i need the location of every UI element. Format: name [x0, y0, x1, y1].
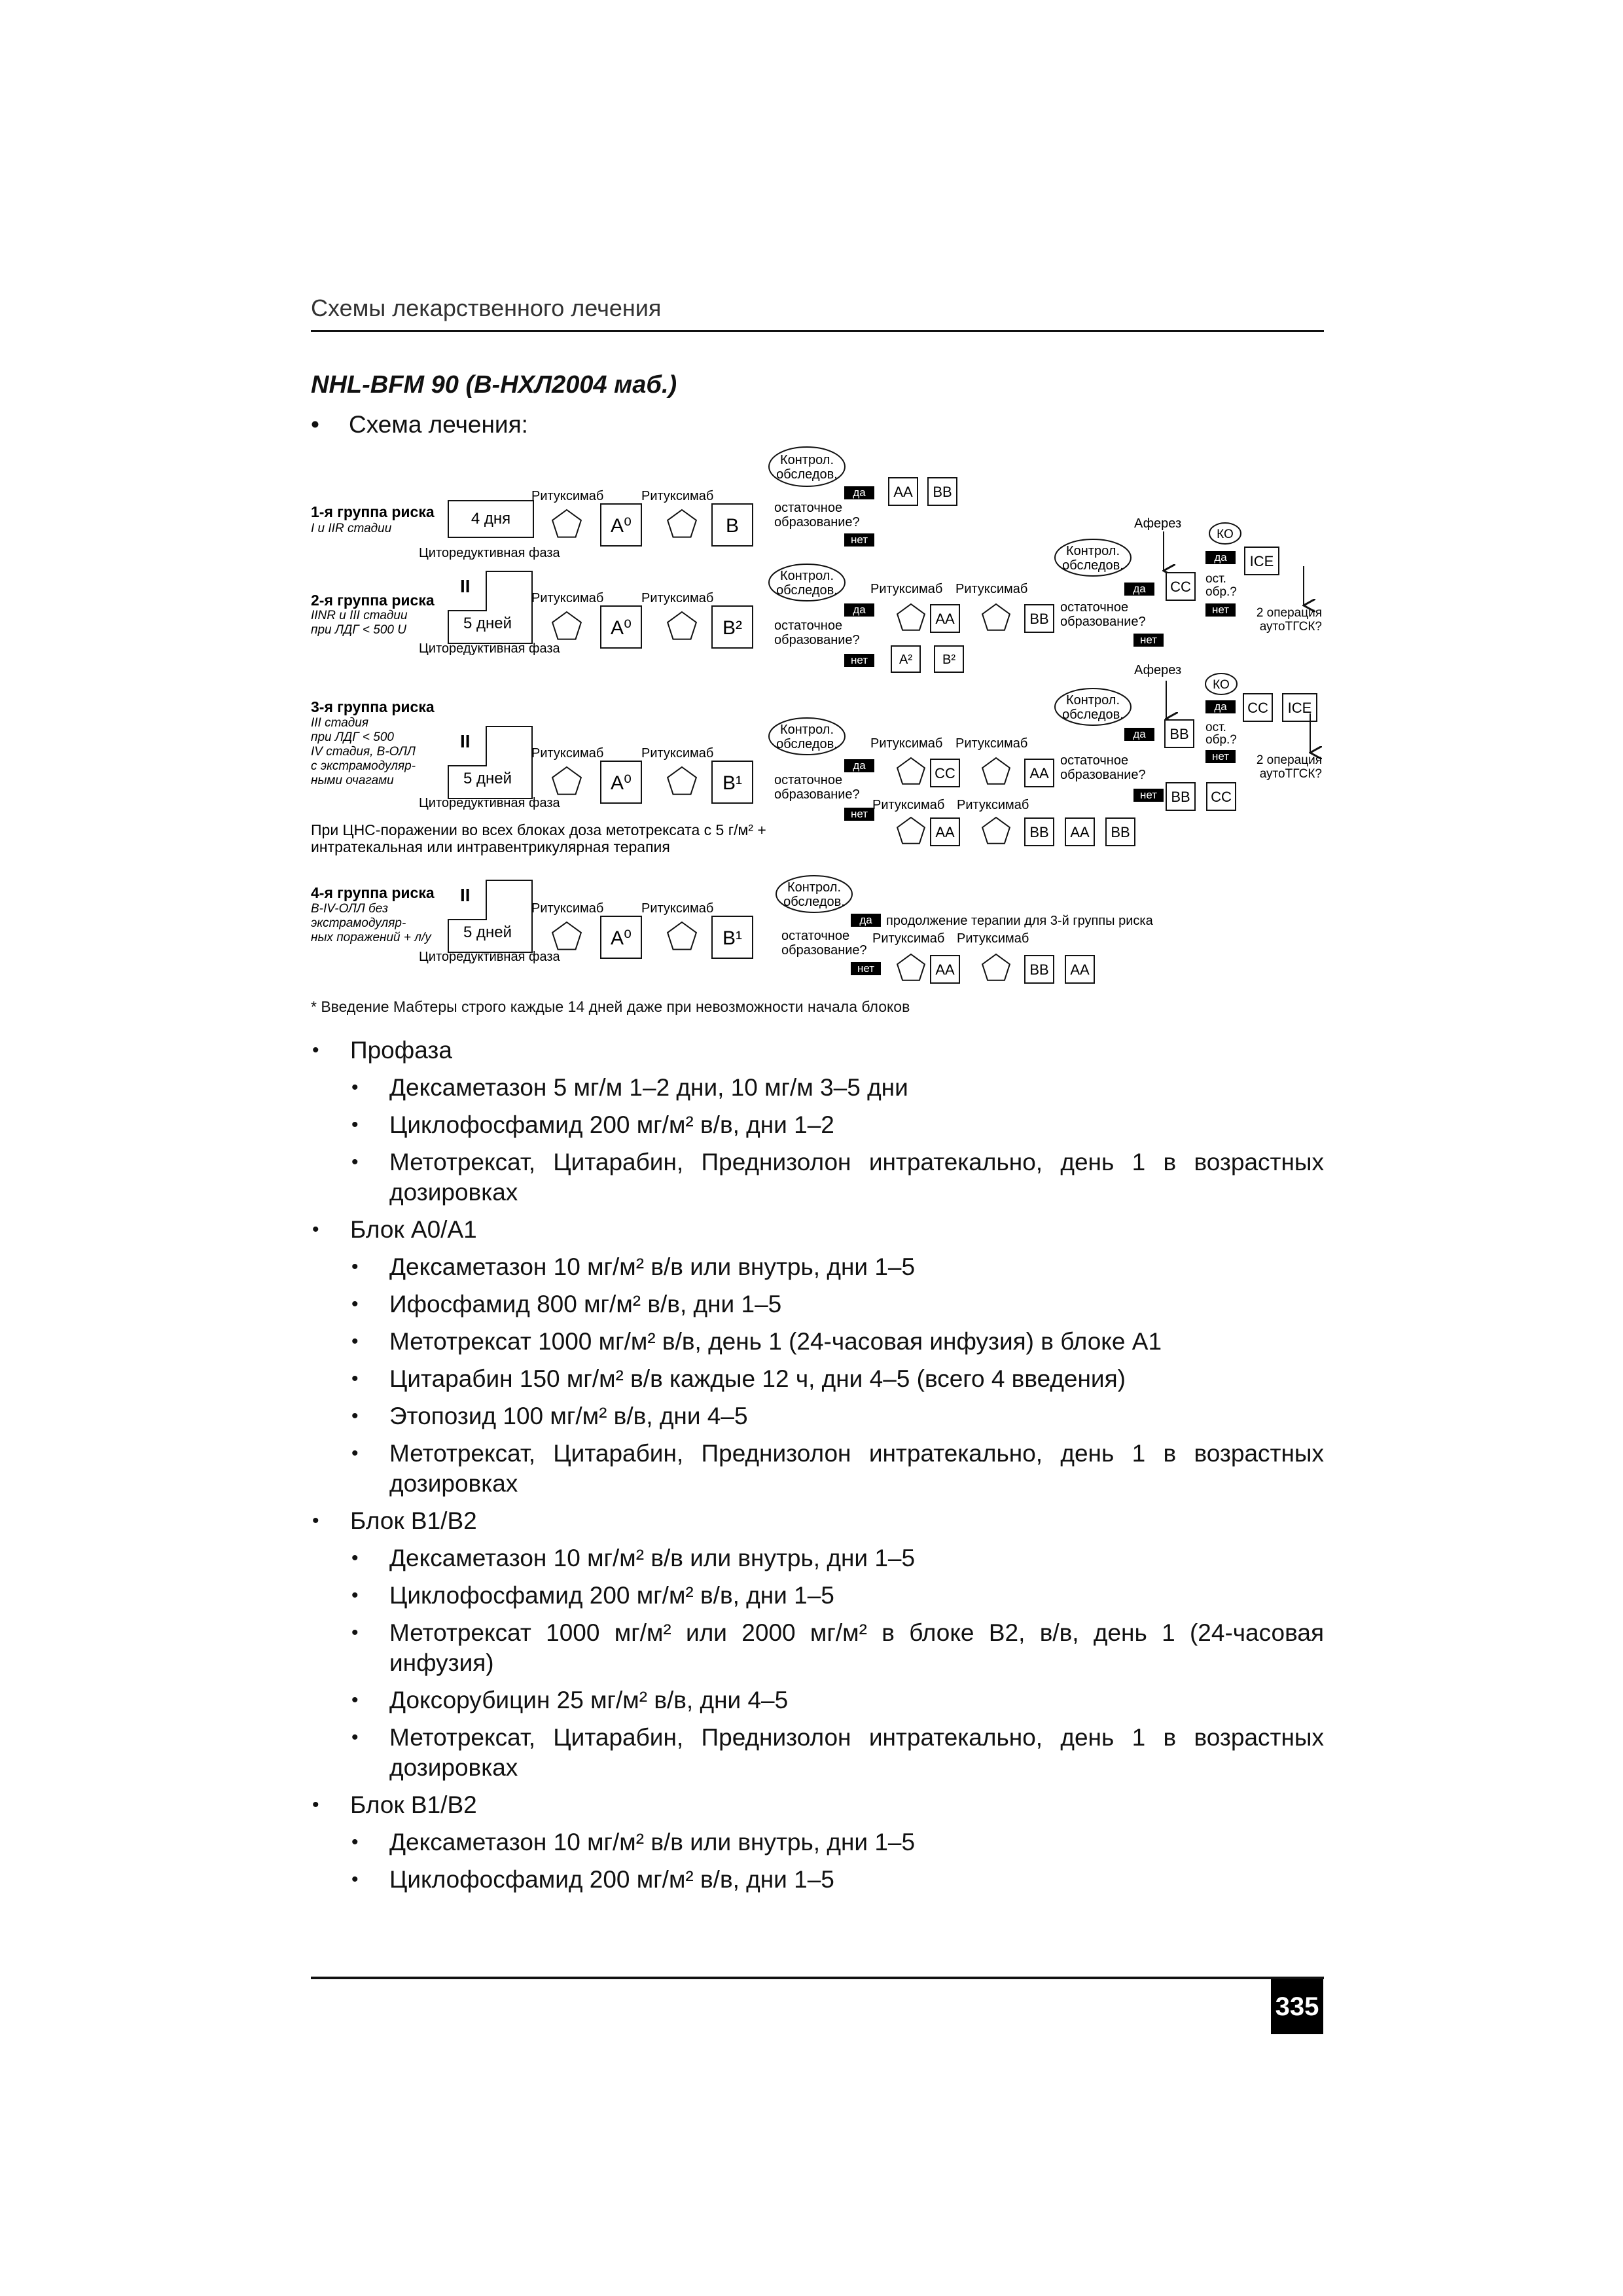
decision-tag-label: да [853, 759, 866, 772]
block: AA [935, 961, 955, 978]
cns-note: интратекальная или интравентрикулярная терапия [311, 838, 670, 855]
decision-tag-label: да [853, 486, 866, 499]
rituximab-pentagon-icon [982, 758, 1010, 784]
list-item-text: Циклофосфамид 200 мг/м² в/в, дни 1–2 [389, 1111, 834, 1138]
rituximab-label: Ритуксимаб [641, 901, 714, 916]
residual-label: образование? [1060, 615, 1146, 629]
block: AA [935, 610, 955, 627]
rituximab-pentagon-icon [552, 612, 581, 639]
rituximab-label: Ритуксимаб [641, 746, 714, 761]
second-op-label: 2 операция [1256, 753, 1322, 767]
section-title-text: Блок В1/В2 [350, 1791, 477, 1818]
group-subtitle: ными очагами [311, 774, 394, 787]
list-item-text: Циклофосфамид 200 мг/м² в/в, дни 1–5 [389, 1866, 834, 1893]
residual-label: образование? [774, 633, 860, 647]
block: AA [935, 823, 955, 840]
residual-short: обр.? [1205, 585, 1237, 599]
block: BB [1111, 823, 1130, 840]
decision-tag-label: нет [850, 533, 868, 546]
block: B¹ [722, 772, 742, 794]
header-rule [311, 330, 1324, 332]
rituximab-label: Ритуксимаб [872, 798, 945, 812]
doc-title: NHL-BFM 90 (В-НХЛ2004 маб.) [311, 371, 677, 399]
bullet-icon: • [311, 411, 319, 438]
rituximab-pentagon-icon [552, 922, 581, 950]
bullet-icon: • [351, 1405, 359, 1427]
list-item-text: Циклофосфамид 200 мг/м² в/в, дни 1–5 [389, 1582, 834, 1609]
decision-tag-label: да [1214, 700, 1227, 713]
block: AA [1029, 764, 1049, 781]
rituximab-pentagon-icon [897, 604, 925, 630]
bullet-icon: • [351, 1368, 359, 1390]
decision-tag-label: да [853, 603, 866, 616]
section-title [311, 1215, 1324, 1245]
list-item [311, 1147, 1324, 1208]
bullet-icon: • [351, 1585, 359, 1606]
control-label: обследов. [783, 895, 845, 909]
group-subtitle: при ЛДГ < 500 U [311, 623, 406, 637]
list-item [311, 1543, 1324, 1573]
second-op-label: аутоТГСК? [1259, 767, 1322, 781]
list-item-text: Метотрексат 1000 мг/м² в/в, день 1 (24-часовая инфузия) в блоке А1 [389, 1328, 1162, 1355]
bullet-icon: • [351, 1077, 359, 1098]
group-title: 1-я группа риска [311, 503, 435, 520]
group-title: 4-я группа риска [311, 884, 435, 901]
list-item-text: Цитарабин 150 мг/м² в/в каждые 12 ч, дни 4–5 (всего 4 введения) [389, 1365, 1126, 1392]
group-subtitle: III стадия [311, 716, 369, 730]
bullet-icon: • [312, 1510, 319, 1532]
block: BB [1029, 823, 1049, 840]
ko-label: КО [1213, 678, 1230, 692]
block: B¹ [722, 927, 742, 949]
block: CC [1247, 699, 1268, 716]
bullet-icon: • [351, 1331, 359, 1352]
list-item [311, 1401, 1324, 1431]
group-subtitle: экстрамодуляр- [311, 916, 406, 930]
block: AA [893, 483, 913, 500]
rituximab-pentagon-icon [982, 604, 1010, 630]
rituximab-label: Ритуксимаб [641, 489, 714, 503]
rituximab-label: Ритуксимаб [641, 591, 714, 605]
bullet-icon: • [351, 1114, 359, 1136]
page-number: 335 [1271, 1979, 1323, 2034]
footnote: * Введение Мабтеры строго каждые 14 дней даже при невозможности начала блоков [311, 998, 910, 1015]
block: BB [1029, 610, 1049, 627]
list-item-text: Метотрексат 1000 мг/м² или 2000 мг/м² в блоке В2, в/в, день 1 (24-часовая инфузия) [389, 1619, 1324, 1676]
group-title: 3-я группа риска [311, 698, 435, 715]
rituximab-pentagon-icon [982, 954, 1010, 980]
decision-tag-label: нет [1211, 603, 1230, 616]
block: ICE [1287, 699, 1312, 716]
bullet-icon: • [351, 1293, 359, 1315]
section-title [311, 1035, 1324, 1066]
residual-label: остаточное [1060, 600, 1129, 615]
scheme-content [311, 447, 1322, 983]
rituximab-pentagon-icon [982, 817, 1010, 844]
block: BB [1169, 725, 1189, 742]
section-title-text: Блок А0/А1 [350, 1216, 477, 1243]
list-item [311, 1327, 1324, 1357]
block: BB [933, 483, 952, 500]
scheme-intro [311, 411, 528, 439]
footer-rule [311, 1977, 1324, 1979]
section-title [311, 1506, 1324, 1536]
decision-tag-label: да [859, 914, 872, 926]
list-item [311, 1439, 1324, 1499]
section-title-text: Блок В1/В2 [350, 1507, 477, 1534]
list-item-text: Метотрексат, Цитарабин, Преднизолон интратекально, день 1 в возрастных дозировках [389, 1149, 1324, 1206]
duration-label: 4 дня [471, 510, 511, 528]
control-label: Контрол. [1065, 693, 1120, 708]
block: A⁰ [610, 617, 632, 639]
block: AA [1070, 961, 1090, 978]
block: B² [722, 617, 742, 639]
block: CC [1170, 578, 1191, 595]
rituximab-pentagon-icon [897, 954, 925, 980]
list-item [311, 1865, 1324, 1895]
group-subtitle: IV стадия, В-ОЛЛ [311, 745, 416, 759]
block: A⁰ [610, 514, 632, 537]
control-label: обследов. [776, 583, 838, 598]
phase-marker: II [460, 885, 471, 905]
list-item [311, 1110, 1324, 1140]
rituximab-pentagon-icon [668, 612, 696, 639]
control-label: Контрол. [779, 453, 834, 467]
phase-label: Циторедуктивная фаза [419, 641, 560, 656]
rituximab-pentagon-icon [668, 922, 696, 950]
bullet-icon: • [351, 1622, 359, 1643]
list-item [311, 1073, 1324, 1103]
rituximab-label: Ритуксимаб [955, 736, 1028, 751]
phase-label: Циторедуктивная фаза [419, 546, 560, 560]
block: CC [1211, 788, 1232, 805]
decision-tag-label: нет [850, 654, 868, 666]
list-item-text: Этопозид 100 мг/м² в/в, дни 4–5 [389, 1403, 748, 1429]
block: B [725, 514, 740, 537]
decision-tag-label: да [1133, 728, 1146, 740]
group-subtitle: при ЛДГ < 500 [311, 730, 394, 744]
bullet-icon: • [351, 1256, 359, 1278]
bullet-icon: • [351, 1547, 359, 1569]
rituximab-label: Ритуксимаб [531, 901, 604, 916]
list-item [311, 1581, 1324, 1611]
treatment-scheme-diagram [301, 445, 1325, 1021]
decision-tag-label: да [1214, 551, 1227, 564]
residual-short: обр.? [1205, 733, 1237, 747]
continue-note: продолжение терапии для 3-й группы риска [886, 914, 1153, 928]
list-item [311, 1827, 1324, 1857]
section-title [311, 1790, 1324, 1820]
decision-tag-label: да [1133, 583, 1146, 595]
bullet-icon: • [351, 1727, 359, 1748]
bullet-icon: • [351, 1831, 359, 1853]
rituximab-pentagon-icon [897, 758, 925, 784]
block: AA [1070, 823, 1090, 840]
control-label: Контрол. [779, 723, 834, 737]
control-label: обследов. [776, 467, 838, 482]
rituximab-pentagon-icon [552, 767, 581, 795]
list-item [311, 1364, 1324, 1394]
phase-marker: II [460, 576, 471, 596]
rituximab-pentagon-icon [668, 767, 696, 795]
block: CC [935, 764, 955, 781]
residual-short: ост. [1205, 721, 1226, 734]
list-item [311, 1289, 1324, 1319]
phase-label: Циторедуктивная фаза [419, 796, 560, 810]
list-item-text: Дексаметазон 10 мг/м² в/в или внутрь, дни 1–5 [389, 1253, 916, 1280]
bullet-icon: • [351, 1869, 359, 1890]
duration-label: 5 дней [463, 770, 512, 787]
residual-label: образование? [781, 943, 867, 958]
ko-label: КО [1217, 528, 1234, 541]
list-item-text: Метотрексат, Цитарабин, Преднизолон интратекально, день 1 в возрастных дозировках [389, 1440, 1324, 1497]
apheresis-label: Аферез [1134, 516, 1182, 531]
block: B² [942, 653, 955, 668]
residual-label: остаточное [781, 929, 850, 943]
decision-tag-label: нет [1211, 750, 1230, 762]
residual-short: ост. [1205, 572, 1226, 586]
rituximab-label: Ритуксимаб [870, 582, 943, 596]
residual-label: остаточное [774, 773, 843, 787]
group-subtitle: IINR и III стадии [311, 609, 408, 622]
block: A² [899, 653, 912, 668]
list-item [311, 1252, 1324, 1282]
control-label: Контрол. [787, 880, 842, 895]
block: BB [1171, 788, 1190, 805]
list-item [311, 1723, 1324, 1783]
bullet-icon: • [312, 1039, 319, 1061]
rituximab-label: Ритуксимаб [531, 746, 604, 761]
list-item-text: Дексаметазон 10 мг/м² в/в или внутрь, дни 1–5 [389, 1829, 916, 1856]
section-title-text: Профаза [350, 1037, 452, 1064]
block: BB [1029, 961, 1049, 978]
rituximab-pentagon-icon [668, 510, 696, 537]
residual-label: образование? [774, 787, 860, 802]
rituximab-label: Ритуксимаб [957, 798, 1029, 812]
running-header: Схемы лекарственного лечения [311, 295, 662, 321]
rituximab-label: Ритуксимаб [531, 489, 604, 503]
residual-label: образование? [774, 515, 860, 529]
list-item-text: Дексаметазон 10 мг/м² в/в или внутрь, дни 1–5 [389, 1545, 916, 1571]
group-subtitle: ных поражений + л/у [311, 931, 431, 944]
phase-marker: II [460, 731, 471, 751]
control-label: обследов. [776, 737, 838, 751]
duration-label: 5 дней [463, 615, 512, 632]
decision-tag-label: нет [1139, 634, 1158, 646]
bullet-icon: • [312, 1219, 319, 1240]
decision-tag-label: нет [857, 962, 875, 975]
bullet-icon: • [351, 1689, 359, 1711]
list-item-text: Дексаметазон 5 мг/м 1–2 дни, 10 мг/м 3–5 дни [389, 1074, 908, 1101]
rituximab-label: Ритуксимаб [531, 591, 604, 605]
rituximab-label: Ритуксимаб [872, 931, 945, 946]
control-label: обследов. [1062, 558, 1124, 573]
rituximab-label: Ритуксимаб [957, 931, 1029, 946]
list-item-text: Доксорубицин 25 мг/м² в/в, дни 4–5 [389, 1687, 789, 1713]
bullet-icon: • [312, 1794, 319, 1816]
scheme-intro-text: Схема лечения: [349, 411, 528, 438]
decision-tag-label: нет [850, 808, 868, 820]
bullet-icon: • [351, 1151, 359, 1173]
control-label: Контрол. [1065, 544, 1120, 558]
block: A⁰ [610, 927, 632, 949]
residual-label: остаточное [1060, 753, 1129, 768]
rituximab-label: Ритуксимаб [870, 736, 943, 751]
residual-label: образование? [1060, 768, 1146, 782]
block: ICE [1249, 552, 1274, 569]
treatment-list [311, 1035, 1324, 1902]
group-subtitle: I и IIR стадии [311, 522, 392, 535]
duration-label: 5 дней [463, 924, 512, 941]
residual-label: остаточное [774, 501, 843, 515]
control-label: Контрол. [779, 569, 834, 583]
block: A⁰ [610, 772, 632, 794]
second-op-label: 2 операция [1256, 606, 1322, 620]
list-item [311, 1685, 1324, 1715]
group-subtitle: с экстрамодуляр- [311, 759, 416, 773]
decision-tag-label: нет [1139, 789, 1158, 801]
list-item [311, 1618, 1324, 1678]
rituximab-pentagon-icon [897, 817, 925, 844]
rituximab-pentagon-icon [552, 510, 581, 537]
second-op-label: аутоТГСК? [1259, 620, 1322, 634]
apheresis-label: Аферез [1134, 663, 1182, 677]
bullet-icon: • [351, 1443, 359, 1464]
group-title: 2-я группа риска [311, 592, 435, 609]
list-item-text: Метотрексат, Цитарабин, Преднизолон интратекально, день 1 в возрастных дозировках [389, 1724, 1324, 1781]
phase-label: Циторедуктивная фаза [419, 950, 560, 964]
cns-note: При ЦНС-поражении во всех блоках доза метотрексата с 5 г/м² + [311, 821, 766, 838]
group-subtitle: В-IV-ОЛЛ без [311, 902, 388, 916]
rituximab-label: Ритуксимаб [955, 582, 1028, 596]
control-label: обследов. [1062, 708, 1124, 722]
list-item-text: Ифосфамид 800 мг/м² в/в, дни 1–5 [389, 1291, 782, 1318]
residual-label: остаточное [774, 619, 843, 633]
